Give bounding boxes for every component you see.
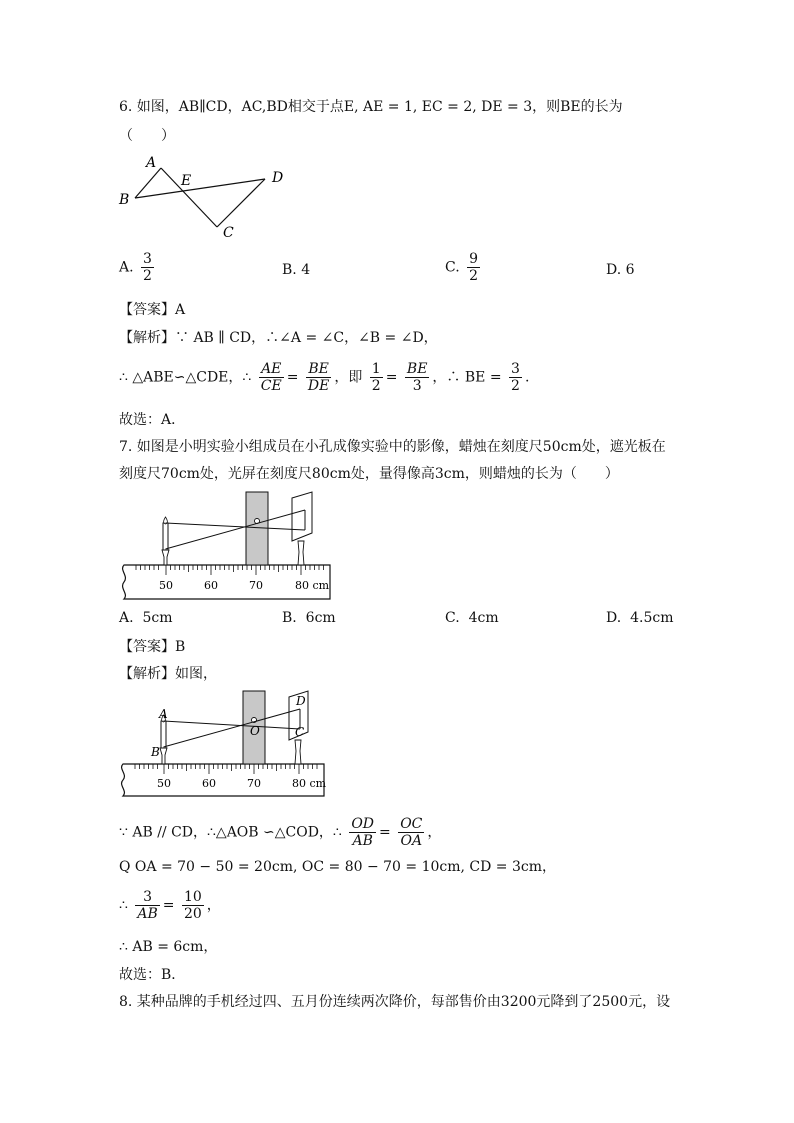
q7-analysis-tick-70: 70 [247, 777, 261, 790]
q7-conclusion: 故选：B． [119, 967, 186, 983]
q7-figure [118, 490, 336, 602]
q7-analysis-step3: ∴ $\frac{3}{AB}$ = $\frac{10}{20}$ ， [119, 889, 221, 922]
q6-option-c[interactable]: C. $\frac{9}{2}$ [445, 251, 479, 284]
q6-label-b: B [119, 192, 130, 208]
q8-stem: 8. 某种品牌的手机经过四、五月份连续两次降价，每部售价由3200元降到了2500元，设 [119, 994, 671, 1010]
q7-analysis-step2: Q OA = 70 − 50 = 20cm, OC = 80 − 70 = 10cm, CD = 3cm， [119, 859, 557, 875]
q7-option-c[interactable]: C. 4cm [445, 610, 499, 626]
q7-analysis-label-o: O [250, 724, 260, 738]
q7-tick-50: 50 [159, 579, 173, 592]
q6-label-c: C [223, 225, 234, 241]
q6-analysis-line2: ∴ △ABE∽△CDE，∴ $\frac{AE}{CE}$ = $\frac{BE}{DE}$ ，即 $\frac{1}{2}$ = $\frac{BE}{3}$ ，∴ BE = $\frac{3}{2}$ . [119, 361, 530, 394]
q7-tick-70: 70 [249, 579, 263, 592]
q7-option-b[interactable]: B. 6cm [282, 610, 336, 626]
q7-analysis-label-b: B [151, 745, 160, 759]
q6-label-e: E [181, 173, 192, 189]
q7-stem-line2: 刻度尺70cm处，光屏在刻度尺80cm处，量得像高3cm，则蜡烛的长为（ ） [119, 466, 619, 482]
q6-option-d[interactable]: D. 6 [606, 262, 635, 278]
q7-analysis-label-d: D [296, 694, 306, 708]
q7-analysis-tick-80: 80 cm [292, 777, 327, 790]
q6-answer-paren: （ ） [119, 128, 175, 144]
q7-stem-line1: 7. 如图是小明实验小组成员在小孔成像实验中的影像，蜡烛在刻度尺50cm处，遮光板在 [119, 439, 666, 455]
q6-label-a: A [146, 155, 157, 171]
q7-answer: 【答案】B [119, 639, 186, 655]
q6-analysis-line1: 【解析】∵ AB ∥ CD，∴∠A = ∠C，∠B = ∠D， [119, 330, 438, 346]
q6-figure [115, 152, 295, 244]
q7-option-a[interactable]: A. 5cm [119, 610, 173, 626]
q7-analysis-label-c: C [295, 725, 305, 739]
q7-tick-60: 60 [204, 579, 218, 592]
q6-answer: 【答案】A [119, 302, 186, 318]
q6-conclusion: 故选：A． [119, 412, 186, 428]
q7-analysis-tick-50: 50 [157, 777, 171, 790]
q7-option-d[interactable]: D. 4.5cm [606, 610, 674, 626]
q7-analysis-step4: ∴ AB = 6cm， [119, 939, 218, 955]
q7-analysis-figure [117, 689, 329, 799]
q7-analysis-step1: ∵ AB // CD，∴△AOB ∽△COD，∴ $\frac{OD}{AB}$ = $\frac{OC}{OA}$ ， [119, 816, 442, 849]
q6-label-d: D [272, 170, 284, 186]
q6-option-a[interactable]: A. $\frac{3}{2}$ [119, 251, 152, 284]
q7-analysis-head: 【解析】如图， [119, 666, 217, 682]
q7-analysis-label-a: A [159, 707, 168, 721]
q7-analysis-tick-60: 60 [202, 777, 216, 790]
q6-option-b[interactable]: B. 4 [282, 262, 311, 278]
q7-tick-80: 80 cm [295, 579, 330, 592]
q6-stem: 6. 如图，AB∥CD，AC,BD相交于点E, AE = 1, EC = 2, DE = 3，则BE的长为 [119, 99, 623, 115]
